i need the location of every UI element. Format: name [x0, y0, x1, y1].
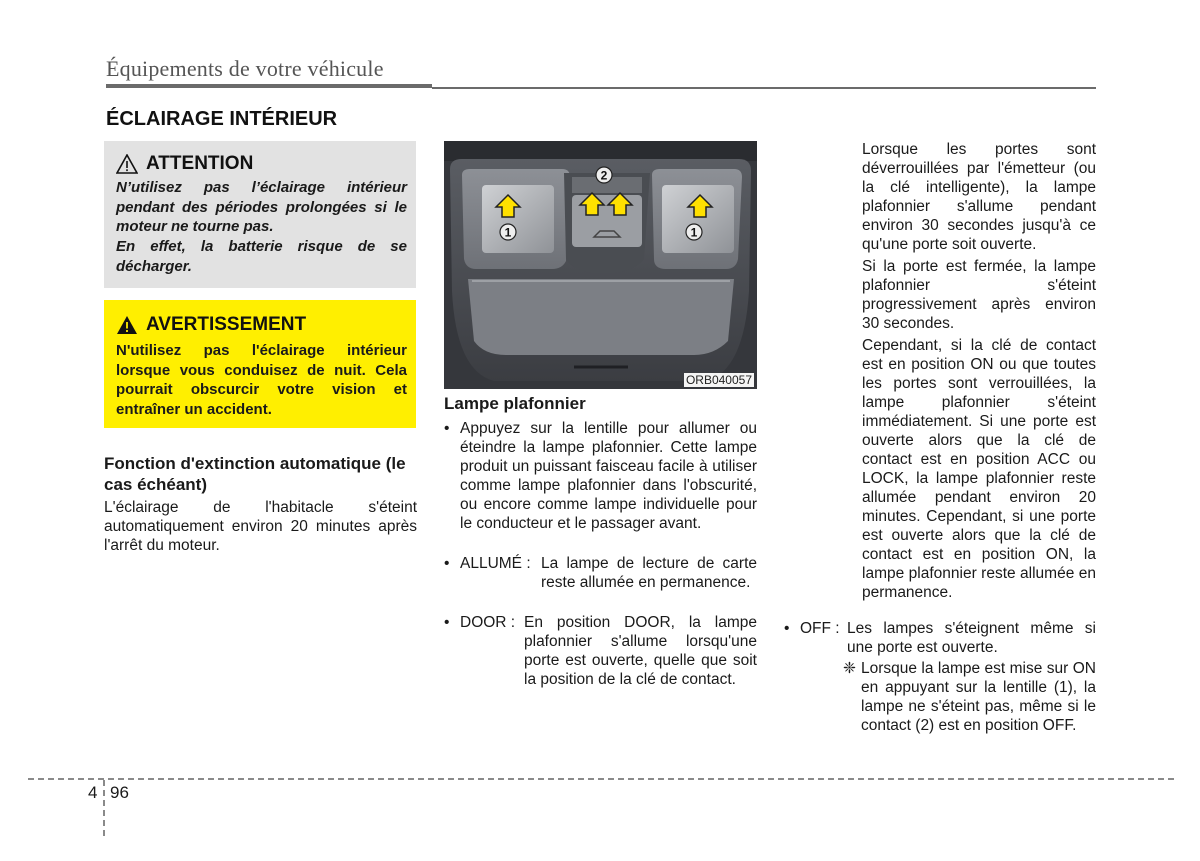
- right-paragraph-1: Lorsque les portes sont déverrouillées par l'émetteur (ou la clé intelligente), la lampe plafonnier s'allume pendant environ 30 secondes jusqu'à ce qu'une porte soit ouverte.: [862, 141, 1096, 253]
- section-title: ÉCLAIRAGE INTÉRIEUR: [106, 108, 338, 130]
- bullet-dot: •: [444, 614, 450, 631]
- attention-header: [116, 153, 253, 175]
- on-text: La lampe de lecture de carte reste allumée en permanence.: [541, 555, 757, 591]
- note-text: Lorsque la lampe est mise sur ON en appuyant sur la lentille (1), la lampe ne s'éteint pas, même si le contact (2) est en position OFF.: [861, 660, 1096, 734]
- callout-2: 2: [600, 168, 608, 183]
- lamp-bullet-on: [444, 554, 757, 592]
- header-rule-thick: [106, 84, 432, 88]
- off-label: OFF :: [800, 620, 840, 637]
- attention-heading: ATTENTION: [146, 153, 254, 174]
- dome-lamp-illustration: [444, 141, 757, 389]
- door-label: DOOR :: [460, 614, 516, 631]
- auto-off-text: L'éclairage de l'habitacle s'éteint automatiquement environ 20 minutes après l'arrêt du moteur.: [104, 499, 417, 554]
- warning-heading: AVERTISSEMENT: [146, 314, 307, 335]
- warning-box: [104, 300, 416, 428]
- lamp-title: Lampe plafonnier: [444, 394, 586, 413]
- dome-lamp-photo: [444, 141, 757, 389]
- caution-triangle-icon: [116, 154, 138, 174]
- right-paragraph-3: Cependant, si la clé de contact est en position ON ou que toutes les portes sont verrouillées, la lampe plafonnier s'éteint immédiatement. Si une porte est ouverte alors que la clé de contact est en position ACC ou LOCK, la lampe plafonnier reste allumée pendant environ 20 minutes. Cependant, si une porte est ouverte alors que la clé de contact est en position ON, la lampe plafonnier reste allumée en permanence.: [862, 337, 1096, 601]
- footer-divider: [28, 778, 1174, 780]
- lamp-bullet-door: [444, 613, 757, 689]
- note-symbol-icon: ❈: [843, 660, 856, 677]
- auto-off-title: Fonction d'extinction automatique (le cas échéant): [104, 454, 406, 494]
- bullet-dot: •: [444, 555, 450, 572]
- running-header: Équipements de votre véhicule: [106, 56, 384, 81]
- figure-code: ORB040057: [685, 373, 752, 387]
- callout-1-left: 1: [504, 225, 512, 240]
- door-text: En position DOOR, la lampe plafonnier s'allume lorsqu'une porte est ouverte, quelle que soit la position de la clé de contact.: [524, 614, 757, 688]
- warning-triangle-icon: [116, 315, 138, 335]
- footer-vertical-divider: [103, 780, 105, 836]
- page-number: 96: [110, 783, 129, 802]
- bullet-dot: •: [444, 420, 450, 437]
- right-column: [862, 140, 1096, 605]
- attention-text-2: En effet, la batterie risque de se décharger.: [116, 238, 407, 275]
- attention-text-1: N’utilisez pas l’éclairage intérieur pendant des périodes prolongées si le moteur ne tourne pas.: [116, 179, 407, 235]
- right-paragraph-2: Si la porte est fermée, la lampe plafonnier s'éteint progressivement après environ 30 secondes.: [862, 258, 1096, 332]
- bullet-dot: •: [784, 620, 790, 637]
- header-rule-thin: [432, 87, 1096, 89]
- on-label: ALLUMÉ :: [460, 555, 531, 572]
- attention-box: [104, 141, 416, 288]
- off-text: Les lampes s'éteignent même si une porte est ouverte.: [847, 620, 1096, 656]
- lamp-bullet-1-text: Appuyez sur la lentille pour allumer ou éteindre la lampe plafonnier. Cette lampe produit un puissant faisceau facile à utiliser comme lampe plafonnier dans l'obscurité, ou encore comme lampe individuelle pour le conducteur et le passager avant.: [460, 420, 757, 532]
- note: [843, 659, 1096, 735]
- chapter-number: 4: [88, 783, 98, 802]
- warning-header: [116, 314, 306, 336]
- warning-text: N'utilisez pas l'éclairage intérieur lorsque vous conduisez de nuit. Cela pourrait obscurcir votre vision et entraîner un accident.: [116, 342, 407, 418]
- off-bullet: [784, 619, 1096, 657]
- lamp-bullet-1: [444, 419, 757, 533]
- callout-1-right: 1: [690, 225, 698, 240]
